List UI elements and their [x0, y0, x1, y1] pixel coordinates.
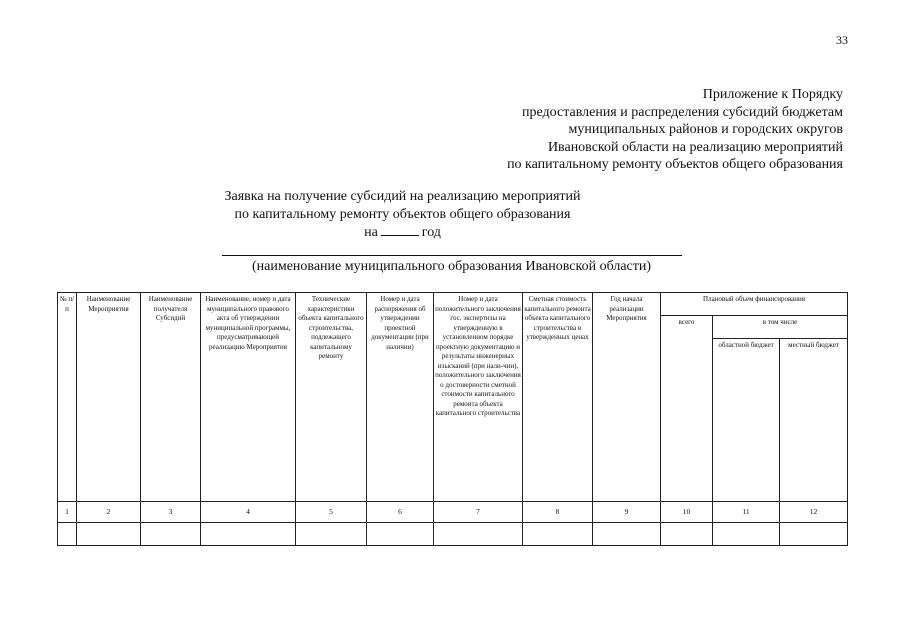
header-cell-regional: областной бюджет: [713, 339, 780, 502]
title-line-2: по капитальному ремонту объектов общего образования: [234, 206, 571, 222]
header-cell: № п/п: [58, 293, 77, 502]
column-number: 6: [367, 502, 434, 523]
title-line-1: Заявка на получение субсидий на реализацию мероприятий: [224, 189, 581, 204]
header-row: [58, 293, 848, 316]
column-number: 3: [141, 502, 201, 523]
header-cell: Наименование получателя Субсидий: [141, 293, 201, 502]
appendix-line: муниципальных районов и городских округов: [568, 122, 843, 137]
header-cell: Сметная стоимость капитального ремонта объекта капитального строительства в утвержденных ценах: [523, 293, 593, 502]
column-number: 9: [593, 502, 661, 523]
header-cell-total: всего: [661, 316, 713, 502]
column-number: 10: [661, 502, 713, 523]
empty-cell: [661, 523, 713, 546]
column-number: 11: [713, 502, 780, 523]
empty-cell: [713, 523, 780, 546]
empty-cell: [77, 523, 141, 546]
empty-cell: [523, 523, 593, 546]
municipality-caption: (наименование муниципального образования Ивановской области): [251, 259, 652, 274]
header-cell: Номер и дата положительного заключения гос. экспертизы на утвержденную в установленном порядке проектную документацию и результаты инженерных изысканий (при нали-чии), положительного заключения о достоверности сметной стоимости капитального ремонта объекта капитального строительства: [434, 293, 523, 502]
header-cell: Номер и дата распоряжения об утверждении проектной документации (при наличии): [367, 293, 434, 502]
empty-cell: [58, 523, 77, 546]
empty-cell: [434, 523, 523, 546]
empty-data-row: [58, 523, 848, 546]
column-number: 4: [201, 502, 296, 523]
column-number: 7: [434, 502, 523, 523]
appendix-line: Приложение к Порядку: [702, 87, 843, 102]
appendix-line: Ивановской области на реализацию мероприятий: [547, 139, 843, 155]
page-number: 33: [836, 33, 848, 47]
empty-cell: [201, 523, 296, 546]
title-year-line: [150, 223, 655, 242]
appendix-block: [423, 86, 843, 174]
municipality-blank-line: [222, 255, 682, 256]
year-prefix: на: [364, 225, 378, 240]
empty-cell: [780, 523, 848, 546]
header-cell: Технические характеристики объекта капитального строительства, подлежащего капитальному ремонту: [296, 293, 367, 502]
header-cell-financing: Плановый объем финансирования: [661, 293, 848, 316]
header-cell: Наименование, номер и дата муниципального правового акта об утверждении муниципальной программы, предусматривающей реализацию Мероприятия: [201, 293, 296, 502]
header-cell: Наименование Мероприятия: [77, 293, 141, 502]
empty-cell: [367, 523, 434, 546]
appendix-line: по капитальному ремонту объектов общего образования: [507, 157, 843, 172]
header-cell-including: в том числе: [713, 316, 848, 339]
application-table: [57, 292, 848, 546]
column-number: 8: [523, 502, 593, 523]
column-number: 2: [77, 502, 141, 523]
appendix-line: предоставления и распределения субсидий бюджетам: [521, 104, 843, 120]
column-number: 5: [296, 502, 367, 523]
header-cell-local: местный бюджет: [780, 339, 848, 502]
column-number: 12: [780, 502, 848, 523]
empty-cell: [141, 523, 201, 546]
column-number-row: [58, 502, 848, 523]
year-blank-field: [381, 223, 419, 236]
column-number: 1: [58, 502, 77, 523]
empty-cell: [593, 523, 661, 546]
header-cell: Год начала реализации Мероприятия: [593, 293, 661, 502]
year-suffix: год: [421, 225, 441, 240]
empty-cell: [296, 523, 367, 546]
document-title: [150, 188, 655, 242]
